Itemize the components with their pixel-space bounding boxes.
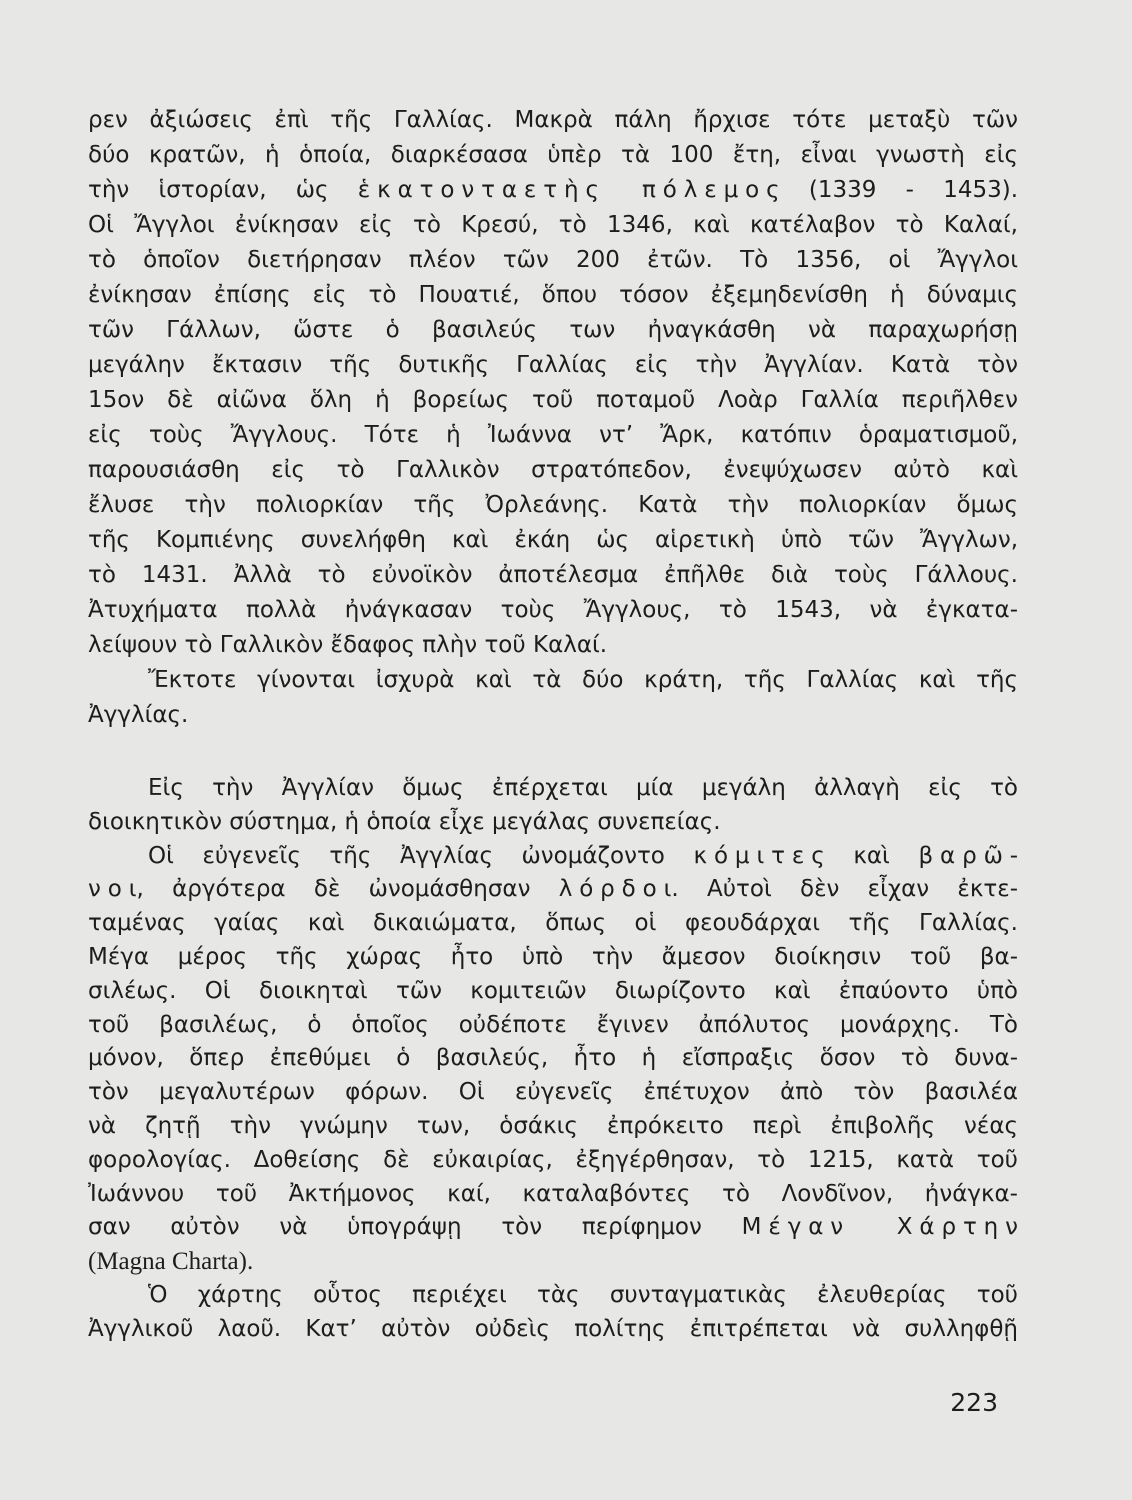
spaced-emphasis: βαρῶ- — [918, 842, 1025, 869]
text-line: Ἔκτοτε γίνονται ἰσχυρὰ καὶ τὰ δύο κράτη, τῆς Γαλλίας καὶ τῆς — [148, 667, 1018, 693]
text-line: σιλέως. Οἱ διοικηταὶ τῶν κομιτειῶν διωρίζοντο καὶ ἐπαύοντο ὑπὸ — [88, 977, 1018, 1004]
text-line — [88, 1211, 1025, 1245]
text-line: Ἰωάννου τοῦ Ἀκτήμονος καί, καταλαβόντες τὸ Λονδῖνον, ἠνάγκα- — [88, 1180, 1018, 1207]
spaced-emphasis: ἑκατονταετὴς πόλεμος — [357, 177, 787, 203]
text-line — [88, 173, 1018, 208]
text-block-lower — [88, 772, 1025, 1347]
paragraph — [88, 1279, 1018, 1347]
paragraph — [88, 663, 1018, 733]
text-segment: σαν αὐτὸν νὰ ὑπογράψῃ τὸν περίφημον — [88, 1214, 702, 1241]
text-line: Ἀγγλικοῦ λαοῦ. Κατ’ αὐτὸν οὐδεὶς πολίτης ἐπιτρέπεται νὰ συλληφθῇ — [88, 1315, 1018, 1342]
text-line: τὸν μεγαλυτέρων φόρων. Οἱ εὐγενεῖς ἐπέτυχον ἀπὸ τὸν βασιλέα — [88, 1079, 1018, 1106]
paragraph — [88, 772, 1018, 840]
text-line: μεγάλην ἔκτασιν τῆς δυτικῆς Γαλλίας εἰς τὴν Ἀγγλίαν. Κατὰ τὸν — [88, 352, 1018, 378]
text-line: τὸ 1431. Ἀλλὰ τὸ εὐνοϊκὸν ἀποτέλεσμα ἐπῆλθε διὰ τοὺς Γάλλους. — [88, 562, 1018, 588]
paragraph — [88, 840, 1025, 1279]
text-line: 15ον δὲ αἰῶνα ὅλη ἡ βορείως τοῦ ποταμοῦ Λοὰρ Γαλλία περιῆλθεν — [88, 387, 1018, 413]
text-line: Οἱ Ἄγγλοι ἐνίκησαν εἰς τὸ Κρεσύ, τὸ 1346, καὶ κατέλαβον τὸ Καλαί, — [88, 212, 1018, 238]
paragraph — [88, 103, 1018, 663]
text-line: Ὁ χάρτης οὗτος περιέχει τὰς συνταγματικὰς ἐλευθερίας τοῦ — [148, 1281, 1018, 1308]
text-line: ρεν ἀξιώσεις ἐπὶ τῆς Γαλλίας. Μακρὰ πάλη ἤρχισε τότε μεταξὺ τῶν — [88, 107, 1018, 133]
text-line: Ἀγγλίας. — [88, 702, 189, 728]
text-line: Μέγα μέρος τῆς χώρας ἦτο ὑπὸ τὴν ἄμεσον διοίκησιν τοῦ βα- — [88, 943, 1018, 970]
text-segment: τὴν ἱστορίαν, ὡς — [88, 177, 329, 203]
text-segment: , ἀργότερα δὲ ὠνομάσθησαν — [136, 876, 531, 903]
text-line: τοῦ βασιλέως, ὁ ὁποῖος οὐδέποτε ἔγινεν ἀπόλυτος μονάρχης. Τὸ — [88, 1011, 1018, 1038]
text-segment: (1339 - 1453). — [808, 177, 1019, 203]
text-block-upper — [88, 103, 1018, 733]
text-line: τὸ ὁποῖον διετήρησαν πλέον τῶν 200 ἐτῶν. Τὸ 1356, οἱ Ἄγγλοι — [88, 247, 1018, 273]
text-line: εἰς τοὺς Ἄγγλους. Τότε ἡ Ἰωάννα ντ’ Ἄρκ, κατόπιν ὁραματισμοῦ, — [88, 422, 1018, 448]
text-line: ἔλυσε τὴν πολιορκίαν τῆς Ὀρλεάνης. Κατὰ τὴν πολιορκίαν ὅμως — [88, 492, 1018, 518]
spaced-emphasis: λόρδοι — [558, 876, 679, 903]
text-line: τῶν Γάλλων, ὥστε ὁ βασιλεύς των ἠναγκάσθη νὰ παραχωρήσῃ — [88, 317, 1018, 343]
text-segment: Οἱ εὐγενεῖς τῆς Ἀγγλίας ὠνομάζοντο — [148, 842, 665, 869]
text-line: Ἀτυχήματα πολλὰ ἠνάγκασαν τοὺς Ἄγγλους, τὸ 1543, νὰ ἐγκατα- — [88, 597, 1018, 623]
text-line: δύο κρατῶν, ἡ ὁποία, διαρκέσασα ὑπὲρ τὰ 100 ἔτη, εἶναι γνωστὴ εἰς — [88, 142, 1018, 168]
text-line — [88, 873, 1018, 907]
text-line: ταμένας γαίας καὶ δικαιώματα, ὅπως οἱ φεουδάρχαι τῆς Γαλλίας. — [88, 910, 1018, 937]
text-line — [88, 840, 1025, 874]
spaced-emphasis: Μέγαν Χάρτην — [741, 1214, 1025, 1241]
text-line: τῆς Κομπιένης συνελήφθη καὶ ἐκάη ὡς αἱρετικὴ ὑπὸ τῶν Ἄγγλων, — [88, 527, 1018, 553]
spaced-emphasis: κόμιτες — [693, 842, 832, 869]
text-line: διοικητικὸν σύστημα, ἡ ὁποία εἶχε μεγάλας συνεπείας. — [88, 808, 721, 835]
spaced-emphasis: νοι — [88, 876, 144, 903]
page-number: 223 — [950, 1388, 998, 1417]
text-line: φορολογίας. Δοθείσης δὲ εὐκαιρίας, ἐξηγέρθησαν, τὸ 1215, κατὰ τοῦ — [88, 1146, 1018, 1173]
text-line: παρουσιάσθη εἰς τὸ Γαλλικὸν στρατόπεδον, ἐνεψύχωσεν αὐτὸ καὶ — [88, 457, 1018, 483]
text-line: νὰ ζητῇ τὴν γνώμην των, ὁσάκις ἐπρόκειτο περὶ ἐπιβολῆς νέας — [88, 1112, 1018, 1139]
text-line: (Magna Charta). — [88, 1248, 254, 1276]
text-segment: . Αὐτοὶ δὲν εἶχαν ἐκτε- — [671, 876, 1018, 903]
text-line: λείψουν τὸ Γαλλικὸν ἔδαφος πλὴν τοῦ Καλαί. — [88, 632, 608, 658]
text-segment: καὶ — [853, 842, 890, 869]
text-line: μόνον, ὅπερ ἐπεθύμει ὁ βασιλεύς, ἦτο ἡ εἴσπραξις ὅσον τὸ δυνα- — [88, 1045, 1018, 1072]
text-line: ἐνίκησαν ἐπίσης εἰς τὸ Πουατιέ, ὅπου τόσον ἐξεμηδενίσθη ἡ δύναμις — [88, 282, 1018, 308]
text-line: Εἰς τὴν Ἀγγλίαν ὅμως ἐπέρχεται μία μεγάλη ἀλλαγὴ εἰς τὸ — [148, 775, 1018, 801]
